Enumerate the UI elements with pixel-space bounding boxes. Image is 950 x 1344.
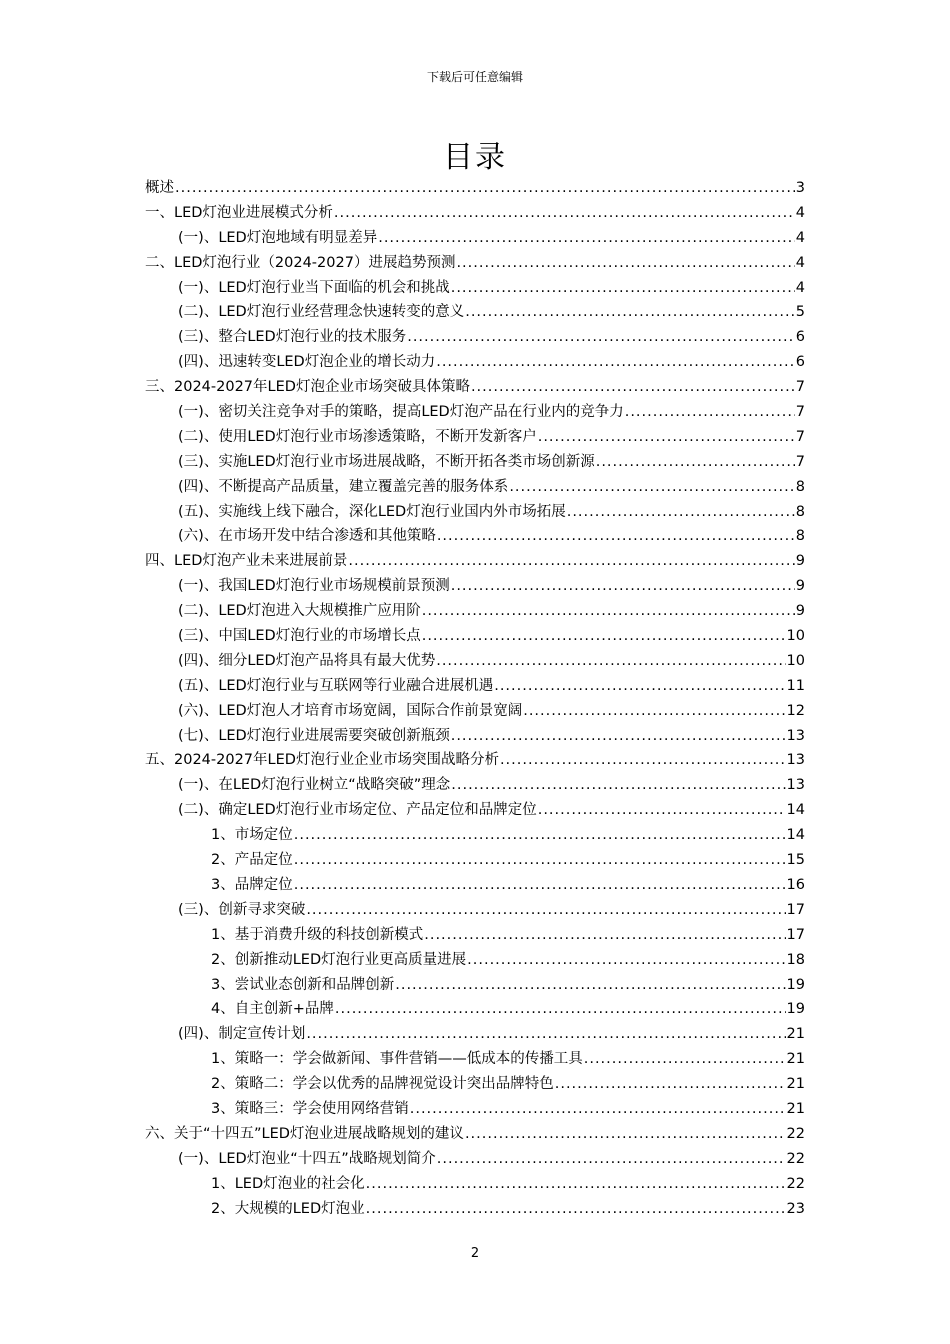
toc-dot-leader [424, 923, 785, 948]
toc-entry-title: 四、LED灯泡产业未来进展前景 [145, 553, 348, 570]
toc-entry[interactable] [145, 1097, 805, 1122]
toc-entry-page: 4 [795, 204, 805, 221]
toc-entry-title: 3、尝试业态创新和品牌创新 [211, 976, 395, 993]
toc-entry-title: (一)、密切关注竞争对手的策略，提高LED灯泡产品在行业内的竞争力 [178, 404, 624, 421]
toc-entry-page: 12 [786, 702, 805, 719]
toc-entry-page: 13 [786, 777, 805, 794]
toc-entry-page: 6 [795, 354, 805, 371]
toc-entry[interactable] [145, 1122, 805, 1147]
toc-entry[interactable] [145, 923, 805, 948]
toc-entry-page: 14 [786, 827, 805, 844]
toc-dot-leader [567, 500, 795, 525]
toc-entry-title: 1、基于消费升级的科技创新模式 [211, 926, 424, 943]
toc-entry-title: 3、品牌定位 [211, 876, 293, 893]
toc-entry-page: 21 [786, 1076, 805, 1093]
toc-entry[interactable] [145, 1047, 805, 1072]
toc-entry[interactable] [145, 300, 805, 325]
toc-dot-leader [422, 624, 786, 649]
toc-entry-title: 4、自主创新+品牌 [211, 1001, 334, 1018]
toc-dot-leader [436, 350, 795, 375]
toc-dot-leader [294, 823, 786, 848]
toc-entry-title: (四)、迅速转变LED灯泡企业的增长动力 [178, 354, 436, 371]
toc-dot-leader [175, 176, 795, 201]
toc-dot-leader [584, 1047, 786, 1072]
toc-entry-page: 18 [786, 951, 805, 968]
toc-entry-title: (四)、制定宣传计划 [178, 1026, 306, 1043]
toc-entry-title: 2、产品定位 [211, 852, 293, 869]
toc-entry[interactable] [145, 350, 805, 375]
toc-dot-leader [555, 1072, 786, 1097]
toc-entry-page: 10 [786, 628, 805, 645]
toc-entry[interactable] [145, 649, 805, 674]
toc-entry-title: 2、创新推动LED灯泡行业更高质量进展 [211, 951, 467, 968]
toc-entry-page: 17 [786, 901, 805, 918]
toc-entry[interactable] [145, 549, 805, 574]
toc-entry-page: 22 [786, 1150, 805, 1167]
toc-entry-title: 五、2024-2027年LED灯泡行业企业市场突围战略分析 [145, 752, 499, 769]
toc-entry[interactable] [145, 176, 805, 201]
toc-entry-title: (七)、LED灯泡行业进展需要突破创新瓶颈 [178, 727, 450, 744]
toc-entry-page: 17 [786, 926, 805, 943]
toc-entry-page: 11 [786, 677, 805, 694]
toc-dot-leader [294, 873, 786, 898]
toc-dot-leader [306, 898, 785, 923]
toc-entry[interactable] [145, 873, 805, 898]
toc-entry[interactable] [145, 773, 805, 798]
toc-dot-leader [494, 674, 785, 699]
toc-entry-title: (五)、实施线上线下融合，深化LED灯泡行业国内外市场拓展 [178, 503, 566, 520]
toc-entry[interactable] [145, 500, 805, 525]
toc-entry-page: 9 [795, 603, 805, 620]
toc-entry-page: 8 [795, 478, 805, 495]
toc-entry-title: 三、2024-2027年LED灯泡企业市场突破具体策略 [145, 379, 470, 396]
toc-entry-page: 19 [786, 976, 805, 993]
toc-entry[interactable] [145, 201, 805, 226]
toc-entry-page: 23 [786, 1200, 805, 1217]
toc-dot-leader [467, 948, 785, 973]
toc-entry-page: 21 [786, 1100, 805, 1117]
toc-entry-title: (三)、整合LED灯泡行业的技术服务 [178, 329, 407, 346]
toc-dot-leader [294, 848, 786, 873]
table-of-contents [145, 176, 805, 1221]
toc-entry-title: (一)、LED灯泡行业当下面临的机会和挑战 [178, 279, 450, 296]
toc-dot-leader [410, 1097, 786, 1122]
toc-dot-leader [437, 1147, 786, 1172]
toc-entry-page: 7 [795, 404, 805, 421]
toc-dot-leader [366, 1172, 786, 1197]
toc-dot-leader [523, 699, 785, 724]
toc-dot-leader [348, 549, 794, 574]
toc-entry[interactable] [145, 251, 805, 276]
toc-entry[interactable] [145, 425, 805, 450]
toc-entry-title: (一)、在LED灯泡行业树立“战略突破”理念 [178, 777, 451, 794]
toc-entry-page: 9 [795, 578, 805, 595]
toc-entry[interactable] [145, 375, 805, 400]
toc-dot-leader [436, 649, 785, 674]
toc-entry-title: 1、LED灯泡业的社会化 [211, 1175, 365, 1192]
toc-dot-leader [335, 997, 786, 1022]
toc-entry-page: 14 [786, 802, 805, 819]
toc-dot-leader [451, 773, 785, 798]
toc-entry-page: 22 [786, 1125, 805, 1142]
toc-entry[interactable] [145, 1172, 805, 1197]
toc-entry-title: (四)、不断提高产品质量，建立覆盖完善的服务体系 [178, 478, 509, 495]
toc-entry[interactable] [145, 898, 805, 923]
toc-entry-title: 3、策略三：学会使用网络营销 [211, 1100, 409, 1117]
toc-entry[interactable] [145, 973, 805, 998]
toc-entry-title: (一)、LED灯泡地域有明显差异 [178, 229, 378, 246]
toc-dot-leader [334, 201, 795, 226]
toc-entry-title: (四)、细分LED灯泡产品将具有最大优势 [178, 652, 436, 669]
toc-entry-title: 一、LED灯泡业进展模式分析 [145, 204, 333, 221]
toc-entry-title: (二)、LED灯泡行业经营理念快速转变的意义 [178, 304, 465, 321]
toc-dot-leader [451, 276, 795, 301]
toc-entry-page: 5 [795, 304, 805, 321]
page-header: 下载后可任意编辑 [426, 70, 523, 84]
toc-entry[interactable] [145, 524, 805, 549]
toc-entry-page: 21 [786, 1026, 805, 1043]
toc-entry[interactable] [145, 226, 805, 251]
toc-entry[interactable] [145, 748, 805, 773]
toc-entry-title: (二)、LED灯泡进入大规模推广应用阶 [178, 603, 421, 620]
toc-entry-title: (五)、LED灯泡行业与互联网等行业融合进展机遇 [178, 677, 494, 694]
toc-entry[interactable] [145, 1147, 805, 1172]
page-number: 2 [470, 1246, 480, 1261]
toc-entry-title: (一)、我国LED灯泡行业市场规模前景预测 [178, 578, 450, 595]
toc-entry[interactable] [145, 823, 805, 848]
toc-entry-title: 二、LED灯泡行业（2024-2027）进展趋势预测 [145, 254, 456, 271]
toc-entry[interactable] [145, 574, 805, 599]
toc-entry[interactable] [145, 400, 805, 425]
toc-entry-page: 13 [786, 727, 805, 744]
toc-dot-leader [509, 475, 794, 500]
toc-entry-page: 15 [786, 852, 805, 869]
toc-entry[interactable] [145, 724, 805, 749]
toc-entry-page: 7 [795, 379, 805, 396]
toc-dot-leader [422, 599, 795, 624]
toc-dot-leader [306, 1022, 785, 1047]
toc-entry[interactable] [145, 475, 805, 500]
toc-entry-page: 10 [786, 652, 805, 669]
toc-entry-page: 7 [795, 428, 805, 445]
toc-entry-page: 9 [795, 553, 805, 570]
toc-dot-leader [407, 325, 795, 350]
toc-entry-page: 13 [786, 752, 805, 769]
toc-dot-leader [465, 1122, 786, 1147]
toc-entry[interactable] [145, 450, 805, 475]
toc-entry[interactable] [145, 624, 805, 649]
toc-entry-page: 21 [786, 1051, 805, 1068]
toc-entry-page: 7 [795, 453, 805, 470]
toc-entry[interactable] [145, 948, 805, 973]
toc-entry-page: 4 [795, 229, 805, 246]
toc-entry-title: (六)、LED灯泡人才培育市场宽阔，国际合作前景宽阔 [178, 702, 523, 719]
toc-entry-page: 4 [795, 279, 805, 296]
toc-entry[interactable] [145, 1022, 805, 1047]
toc-entry[interactable] [145, 699, 805, 724]
toc-entry-title: (六)、在市场开发中结合渗透和其他策略 [178, 528, 436, 545]
toc-entry-page: 3 [795, 180, 805, 196]
toc-entry-title: (二)、使用LED灯泡行业市场渗透策略，不断开发新客户 [178, 428, 537, 445]
toc-entry-title: (一)、LED灯泡业“十四五”战略规划简介 [178, 1150, 436, 1167]
toc-dot-leader [500, 748, 786, 773]
toc-entry[interactable] [145, 599, 805, 624]
toc-entry-title: 六、关于“十四五”LED灯泡业进展战略规划的建议 [145, 1125, 464, 1142]
toc-entry-title: (三)、中国LED灯泡行业的市场增长点 [178, 628, 421, 645]
toc-dot-leader [538, 425, 795, 450]
toc-title: 目录 [443, 140, 507, 175]
toc-entry[interactable] [145, 997, 805, 1022]
toc-dot-leader [366, 1197, 786, 1222]
toc-dot-leader [451, 724, 786, 749]
toc-entry-title: 2、策略二：学会以优秀的品牌视觉设计突出品牌特色 [211, 1076, 554, 1093]
toc-dot-leader [538, 798, 786, 823]
toc-entry-page: 22 [786, 1175, 805, 1192]
toc-entry[interactable] [145, 1197, 805, 1222]
toc-entry-page: 16 [786, 876, 805, 893]
toc-entry-title: (二)、确定LED灯泡行业市场定位、产品定位和品牌定位 [178, 802, 537, 819]
toc-dot-leader [625, 400, 795, 425]
toc-dot-leader [465, 300, 795, 325]
toc-entry[interactable] [145, 848, 805, 873]
toc-dot-leader [456, 251, 794, 276]
toc-dot-leader [596, 450, 795, 475]
toc-entry-page: 6 [795, 329, 805, 346]
toc-entry[interactable] [145, 674, 805, 699]
toc-entry-title: 1、策略一：学会做新闻、事件营销——低成本的传播工具 [211, 1051, 583, 1068]
toc-entry-title: 2、大规模的LED灯泡业 [211, 1200, 365, 1217]
toc-entry-title: 概述 [145, 180, 174, 196]
toc-dot-leader [395, 973, 785, 998]
toc-dot-leader [437, 524, 795, 549]
toc-dot-leader [378, 226, 795, 251]
toc-entry-title: 1、市场定位 [211, 827, 293, 844]
toc-entry-page: 8 [795, 503, 805, 520]
toc-dot-leader [451, 574, 795, 599]
toc-dot-leader [471, 375, 795, 400]
toc-entry-page: 8 [795, 528, 805, 545]
toc-entry[interactable] [145, 276, 805, 301]
toc-entry[interactable] [145, 798, 805, 823]
toc-entry-title: (三)、实施LED灯泡行业市场进展战略，不断开拓各类市场创新源 [178, 453, 595, 470]
toc-entry-page: 19 [786, 1001, 805, 1018]
toc-entry-title: (三)、创新寻求突破 [178, 901, 306, 918]
toc-entry[interactable] [145, 325, 805, 350]
toc-entry[interactable] [145, 1072, 805, 1097]
toc-entry-page: 4 [795, 254, 805, 271]
